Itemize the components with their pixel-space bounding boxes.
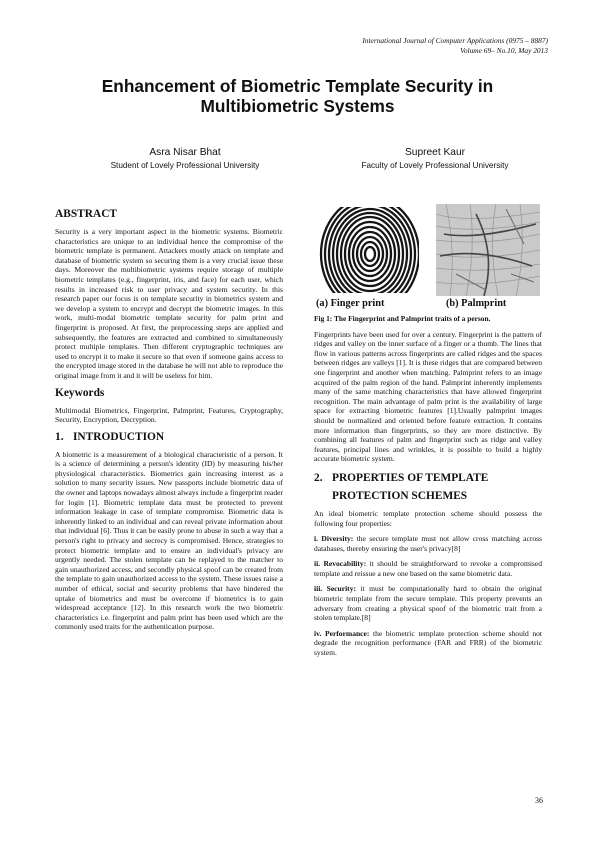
paper-title-line-1: Enhancement of Biometric Template Security in bbox=[101, 76, 494, 96]
section2-heading bbox=[314, 472, 542, 503]
section-title-line-2: PROTECTION SCHEMES bbox=[332, 489, 468, 502]
property-item bbox=[314, 629, 542, 658]
author-affiliation: Faculty of Lovely Professional University bbox=[361, 161, 509, 170]
paper-title bbox=[40, 76, 555, 116]
keywords-heading: Keywords bbox=[55, 386, 105, 399]
property-label: iv. Performance: bbox=[314, 628, 370, 638]
property-text: the secure template must not allow cross matching across databases, thereby ensuring the user's privacy[8] bbox=[314, 534, 542, 553]
abstract-text: Security is a very important aspect in the biometric systems. Biometric characteristics are unique to an individual hence the compromise of the biometric template is permanent. Attackers mostly attack on template and database of biometric system so securing them is a very crucial issue these days. Moreover the multibiometric systems require storage of multiple biometric templates (e.g., fingerprint, iris, and face) for each user, which results in increased risk to user privacy and system security. In this research paper our focus is on template security in biometrics system and we develop a system to encrypt and decrypt the biometric images. In this work, multi-modal biometric template security for palm print and fingerprint is proposed. At first, the preprocessing steps are applied and subsequently, the features are extracted and combined to simultaneously protect multiple templates. Then different cryptographic techniques are used to encrypt it to make it secure so that even if someone gains access to the encrypted image stored in the database he will not able to reproduce the original image from it and it will be useless for him. bbox=[55, 227, 283, 380]
figure-label-a: (a) Finger print bbox=[316, 298, 385, 309]
journal-name: International Journal of Computer Applications (0975 – 8887) bbox=[362, 36, 548, 45]
property-text: it must be computationally hard to obtain the original biometric template from the secure template. This property prevents an adversary from creating a physical spoof of the biometric trait from a stolen template.[8] bbox=[314, 584, 543, 623]
journal-header bbox=[248, 36, 548, 55]
property-label: iii. Security: bbox=[314, 584, 356, 594]
section-title-line-1: PROPERTIES OF TEMPLATE bbox=[332, 471, 489, 484]
journal-volume: Volume 69– No.10, May 2013 bbox=[460, 45, 548, 55]
palmprint-image bbox=[436, 204, 540, 296]
author-1 bbox=[55, 147, 315, 171]
figure-1 bbox=[314, 204, 542, 308]
introduction-text: A biometric is a measurement of a biological characteristic of a person. It is a science of determining a person's identity (ID) by measuring his/her physiological characteristics. Biometrics gain increasing interest as a solution to many security issues. New passports include biometric data of the owner and laptops nowadays almost always include a fingerprint reader for login [1]. Biometric template data must be protected to prevent information leakage in case of template compromise. Biometric data is inherently linked to an individual and can reveal private information about that individual [6]. Thus it can be easily prone to abuse in such a way that a person's right to privacy and secrecy is compromised. Hence, strategies to protect biometric template and to ensure an individual's privacy are urgently needed. The stolen template can be replayed to the matcher to gain unauthorized access, and secondly physical spoof can be created from the template to gain unauthorized access to the system. These issues raise a number of ethical, social and security problems that have hindered the uptake of biometrics and must be overcome if biometrics is to gain widespread acceptance [12]. In this research work the two biometric characteristics i.e. fingerprint and palm print has been used which are the commonly used traits for the authentication purpose. bbox=[55, 449, 283, 632]
section2-intro: An ideal biometric template protection scheme should possess the following four properties: bbox=[314, 508, 542, 528]
right-column bbox=[314, 206, 542, 664]
property-item bbox=[314, 534, 542, 553]
property-label: i. Diversity: bbox=[314, 534, 354, 544]
author-affiliation: Student of Lovely Professional University bbox=[110, 161, 260, 170]
figure-label-b: (b) Palmprint bbox=[446, 298, 507, 309]
left-column bbox=[55, 206, 283, 638]
property-item bbox=[314, 559, 542, 578]
section-number: 1. bbox=[55, 430, 64, 443]
property-text: it should be straightforward to revoke a compromised template and reissue a new one based on the same biometric data. bbox=[314, 559, 542, 578]
fingerprint-paragraph: Fingerprints have been used for over a century. Fingerprint is the pattern of ridges and valley on the inner surface of a finger or a thumb. The lines that flow in various patterns across fingerprints are called ridges and the spaces between ridges are valleys [1]. It is these ridges that are compared between one fingerprint and another when matching. Palmprint refers to an image acquired of the palm region of the hand. Palmprint inherently implements many of the same matching characteristics that have allowed fingerprint recognition. The main advantage of palm print is the availability of large space for extracting biometric features [1].Usually palmprint images should be normalized and oriented before feature extraction. It contains more information than fingerprints, so they are more distinctive. By combining all features of palm and fingerprint such as ridge and valley features, principal lines and wrinkles, it is possible to build a highly accurate biometric system. bbox=[314, 329, 542, 464]
author-name: Supreet Kaur bbox=[404, 147, 466, 158]
paper-title-line-2: Multibiometric Systems bbox=[200, 96, 395, 116]
property-item bbox=[314, 584, 542, 622]
fingerprint-image bbox=[316, 204, 422, 296]
keywords-text: Multimodal Biometrics, Fingerprint, Palmprint, Features, Cryptography, Security, Encryption, Decryption. bbox=[55, 405, 283, 425]
abstract-heading: ABSTRACT bbox=[55, 208, 118, 220]
property-text: the biometric template protection scheme should not degrade the recognition performance (FAR and FRR) of the biometric system. bbox=[314, 628, 542, 658]
figure-caption: Fig 1: The Fingerprint and Palmprint traits of a person. bbox=[314, 314, 491, 323]
author-2 bbox=[305, 147, 565, 171]
section-title: INTRODUCTION bbox=[73, 430, 165, 443]
introduction-heading bbox=[55, 431, 283, 444]
author-name: Asra Nisar Bhat bbox=[149, 147, 221, 158]
page-number: 36 bbox=[535, 796, 543, 805]
section-number: 2. bbox=[314, 471, 323, 484]
property-label: ii. Revocability: bbox=[314, 559, 367, 569]
